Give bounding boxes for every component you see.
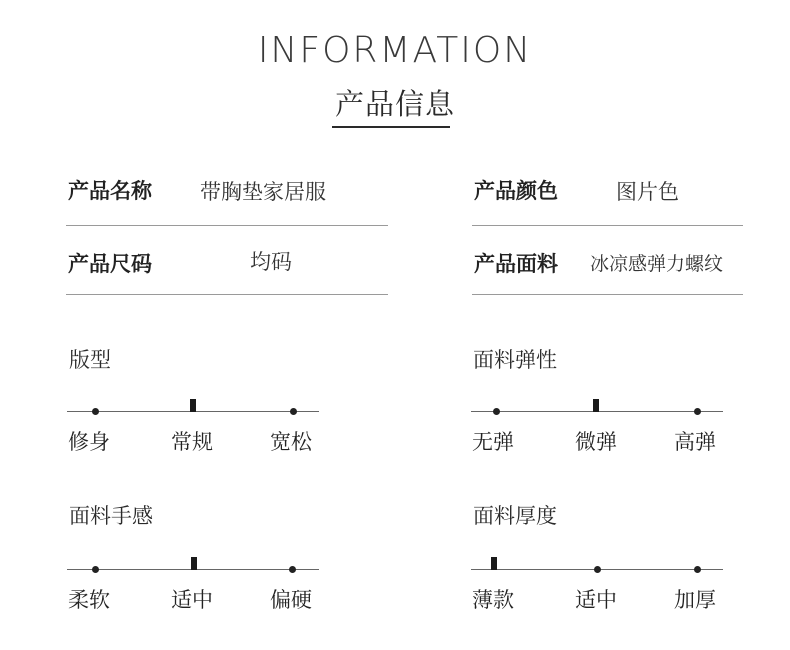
- thickness-scale: [471, 500, 731, 620]
- name-label: 产品名称: [68, 179, 152, 203]
- divider: [66, 225, 388, 226]
- info-row-size: [66, 235, 388, 295]
- scale-dot-right: [694, 566, 701, 573]
- hand-feel-scale: [67, 500, 327, 620]
- thickness-scale-title: 面料厚度: [473, 504, 557, 528]
- scale-option-right: 宽松: [270, 430, 312, 454]
- scale-selected-marker: [593, 399, 599, 412]
- scale-option-right: 高弹: [674, 430, 716, 454]
- scale-selected-marker: [190, 399, 196, 412]
- scale-option-middle: 微弹: [575, 430, 617, 454]
- elasticity-scale-title: 面料弹性: [473, 348, 557, 372]
- page-title-chinese: 产品信息: [334, 87, 455, 121]
- scale-dot-right: [694, 408, 701, 415]
- scale-selected-marker: [191, 557, 197, 570]
- fit-scale-title: 版型: [69, 348, 111, 372]
- scale-option-left: 薄款: [472, 588, 514, 612]
- fabric-label: 产品面料: [474, 252, 558, 276]
- size-value: 均码: [250, 250, 292, 274]
- info-row-color: [472, 166, 743, 226]
- hand-feel-scale-title: 面料手感: [69, 504, 153, 528]
- scale-option-left: 无弹: [472, 430, 514, 454]
- scale-option-middle: 适中: [171, 588, 213, 612]
- scale-option-left: 柔软: [68, 588, 110, 612]
- size-label: 产品尺码: [68, 252, 152, 276]
- scale-dot-right: [289, 566, 296, 573]
- fabric-value: 冰凉感弹力螺纹: [590, 253, 724, 275]
- scale-option-left: 修身: [68, 430, 110, 454]
- scale-option-right: 偏硬: [270, 588, 312, 612]
- info-row-fabric: [472, 235, 743, 295]
- title-underline: [332, 126, 450, 128]
- scale-dot-left: [92, 566, 99, 573]
- scale-dot-left: [92, 408, 99, 415]
- divider: [66, 294, 388, 295]
- scale-option-right: 加厚: [674, 588, 716, 612]
- scale-dot-right: [290, 408, 297, 415]
- divider: [472, 294, 743, 295]
- scale-option-middle: 常规: [171, 430, 213, 454]
- scale-dot-left: [493, 408, 500, 415]
- color-label: 产品颜色: [474, 179, 558, 203]
- elasticity-scale: [471, 344, 731, 464]
- name-value: 带胸垫家居服: [200, 180, 326, 204]
- fit-scale: [67, 344, 327, 464]
- scale-selected-marker: [491, 557, 497, 570]
- page-title-english: INFORMATION: [257, 30, 533, 71]
- scale-option-middle: 适中: [575, 588, 617, 612]
- color-value: 图片色: [616, 180, 679, 204]
- scale-dot-middle: [594, 566, 601, 573]
- info-row-name: [66, 166, 388, 226]
- divider: [472, 225, 743, 226]
